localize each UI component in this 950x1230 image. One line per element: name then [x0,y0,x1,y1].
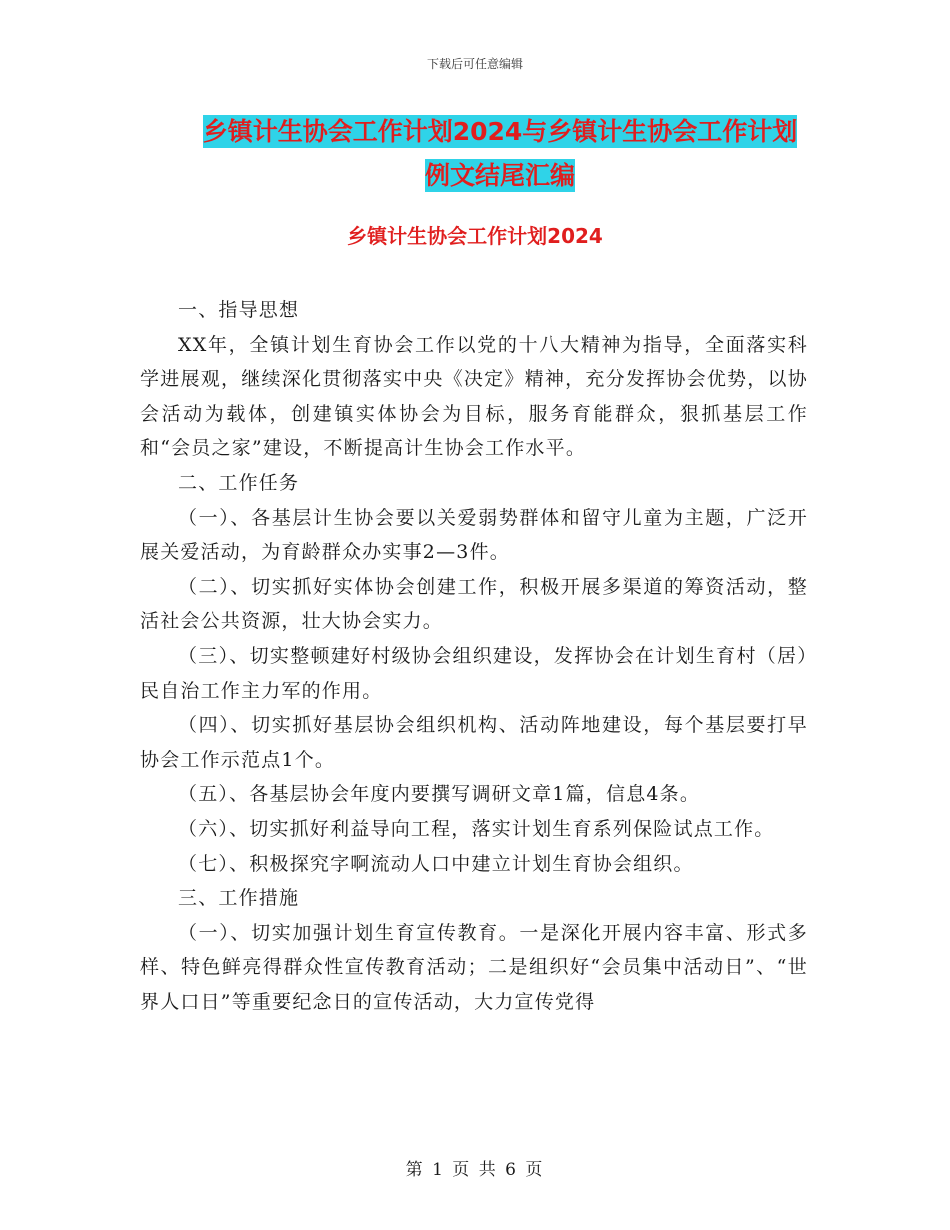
document-title-line-1 [140,110,860,154]
heading-guiding-ideology: 一、指导思想 [178,299,300,321]
document-title-line-1-text: 乡镇计生协会工作计划2024与乡镇计生协会工作计划 [202,117,798,146]
page-number: 第 1 页 共 6 页 [405,1160,545,1180]
section-title: 乡镇计生协会工作计划2024 [347,224,603,248]
task-item: （五）、各基层协会年度内要撰写调研文章1篇，信息4条。 [178,783,701,806]
header-note: 下载后可任意编辑 [426,57,523,71]
task-item: （二）、切实抓好实体协会创建工作，积极开展多渠道的筹资活动，整活社会公共资源，壮大协会实力。 [140,575,808,633]
body-text [140,293,808,1019]
paragraph: XX年，全镇计划生育协会工作以党的十八大精神为指导，全面落实科学进展观，继续深化贯彻落实中央《决定》精神，充分发挥协会优势，以协会活动为载体，创建镇实体协会为目标，服务育能群众，狠抓基层工作和“会员之家”建设，不断提高计生协会工作水平。 [140,333,808,460]
task-item: （四）、切实抓好基层协会组织机构、活动阵地建设，每个基层要打早协会工作示范点1个。 [140,714,808,771]
document-title [140,110,860,198]
heading-work-measures: 三、工作措施 [178,887,300,910]
document-title-line-2 [140,154,860,198]
task-item: （三）、切实整顿建好村级协会组织建设，发挥协会在计划生育村（居）民自治工作主力军的作用。 [140,644,808,702]
heading-work-tasks: 二、工作任务 [178,471,300,494]
measure-item: （一）、切实加强计划生育宣传教育。一是深化开展内容丰富、形式多样、特色鲜亮得群众性宣传教育活动；二是组织好“会员集中活动日”、“世界人口日”等重要纪念日的宣传活动，大力宣传党得 [140,921,808,1013]
task-item: （七）、积极探究字啊流动人口中建立计划生育协会组织。 [178,852,694,875]
document-title-line-2-text: 例文结尾汇编 [424,161,575,190]
task-item: （六）、切实抓好利益导向工程，落实计划生育系列保险试点工作。 [178,817,775,840]
task-item: （一）、各基层计生协会要以关爱弱势群体和留守儿童为主题，广泛开展关爱活动，为育龄群众办实事2—3件。 [140,506,808,564]
